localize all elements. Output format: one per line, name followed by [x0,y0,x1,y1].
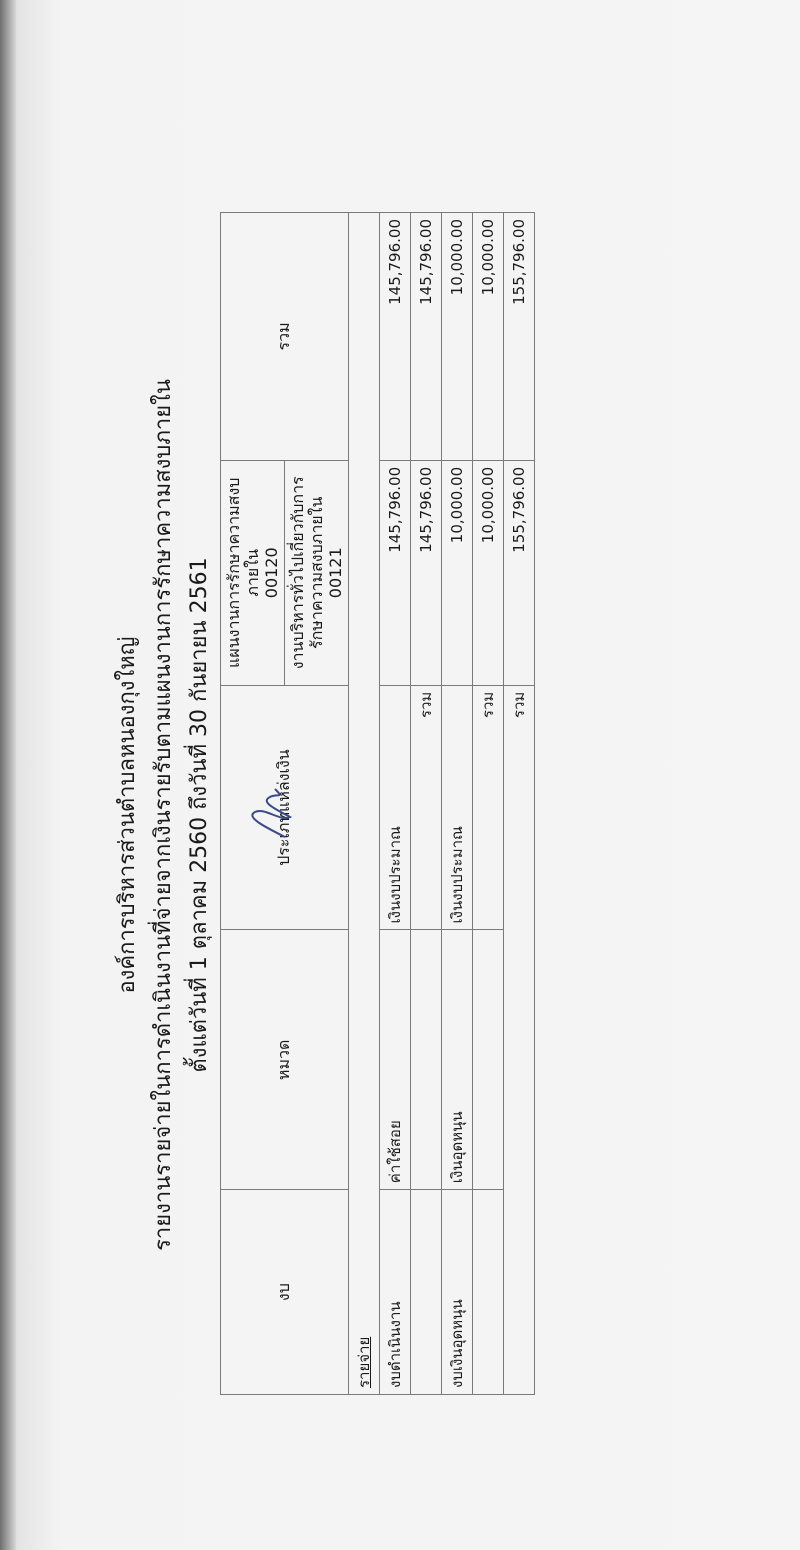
organization-name: องค์การบริหารส่วนตำบลหนองกุงใหญ่ [115,636,140,994]
subtotal-label: รวม [473,685,504,930]
row-value: 10,000.00 [442,460,473,685]
report-period: ตั้งแต่วันที่ 1 ตุลาคม 2560 ถึงวันที่ 30 กันยายน 2561 [187,557,212,1073]
report-title: รายงานรายจ่ายในการดำเนินงานที่จ่ายจากเงินรายรับตามแผนงานการรักษาความสงบภายใน [151,379,176,1251]
row-budget: งบเงินอุดหนุน [442,1190,473,1395]
header-budget: งบ [221,1190,349,1395]
rotated-document [80,165,700,1465]
subtotal-label: รวม [411,685,442,930]
section-blank [349,213,380,1190]
row-fund: เงินงบประมาณ [442,685,473,930]
handwritten-signature [225,777,305,847]
row-total: 10,000.00 [442,213,473,461]
subtotal-total: 10,000.00 [473,213,504,461]
header-plan-name: แผนงานการรักษาความสงบภายใน [224,477,262,668]
header-work-code: 00121 [326,547,345,599]
subtotal-value: 10,000.00 [473,460,504,685]
header-work-name: งานบริหารทั่วไปเกี่ยวกับการรักษาความสงบภายใน [288,476,326,670]
grand-total-total: 155,796.00 [504,213,535,461]
table-row [442,213,473,1395]
grand-total-value: 155,796.00 [504,460,535,685]
subtotal-row [473,213,504,1395]
page-edge-shadow [0,0,16,1550]
row-total: 145,796.00 [380,213,411,461]
subtotal-blank [411,930,442,1190]
header-work [285,460,349,685]
row-budget: งบดำเนินงาน [380,1190,411,1395]
subtotal-total: 145,796.00 [411,213,442,461]
header-total: รวม [221,213,349,461]
header-fund-type: ประเภทแหล่งเงิน [221,685,349,930]
subtotal-row [411,213,442,1395]
grand-total-row [504,213,535,1395]
subtotal-blank [473,1190,504,1395]
row-value: 145,796.00 [380,460,411,685]
header-category: หมวด [221,930,349,1190]
section-label: รายจ่าย [349,1190,380,1395]
header-plan-code: 00120 [262,547,281,599]
subtotal-blank [473,930,504,1190]
report-title-block [80,165,230,1465]
subtotal-blank [411,1190,442,1395]
row-category: เงินอุดหนุน [442,930,473,1190]
grand-total-label: รวม [504,685,535,1394]
subtotal-value: 145,796.00 [411,460,442,685]
header-plan [221,460,285,685]
table-row [380,213,411,1395]
row-category: ค่าใช้สอย [380,930,411,1190]
row-fund: เงินงบประมาณ [380,685,411,930]
section-row [349,213,380,1395]
